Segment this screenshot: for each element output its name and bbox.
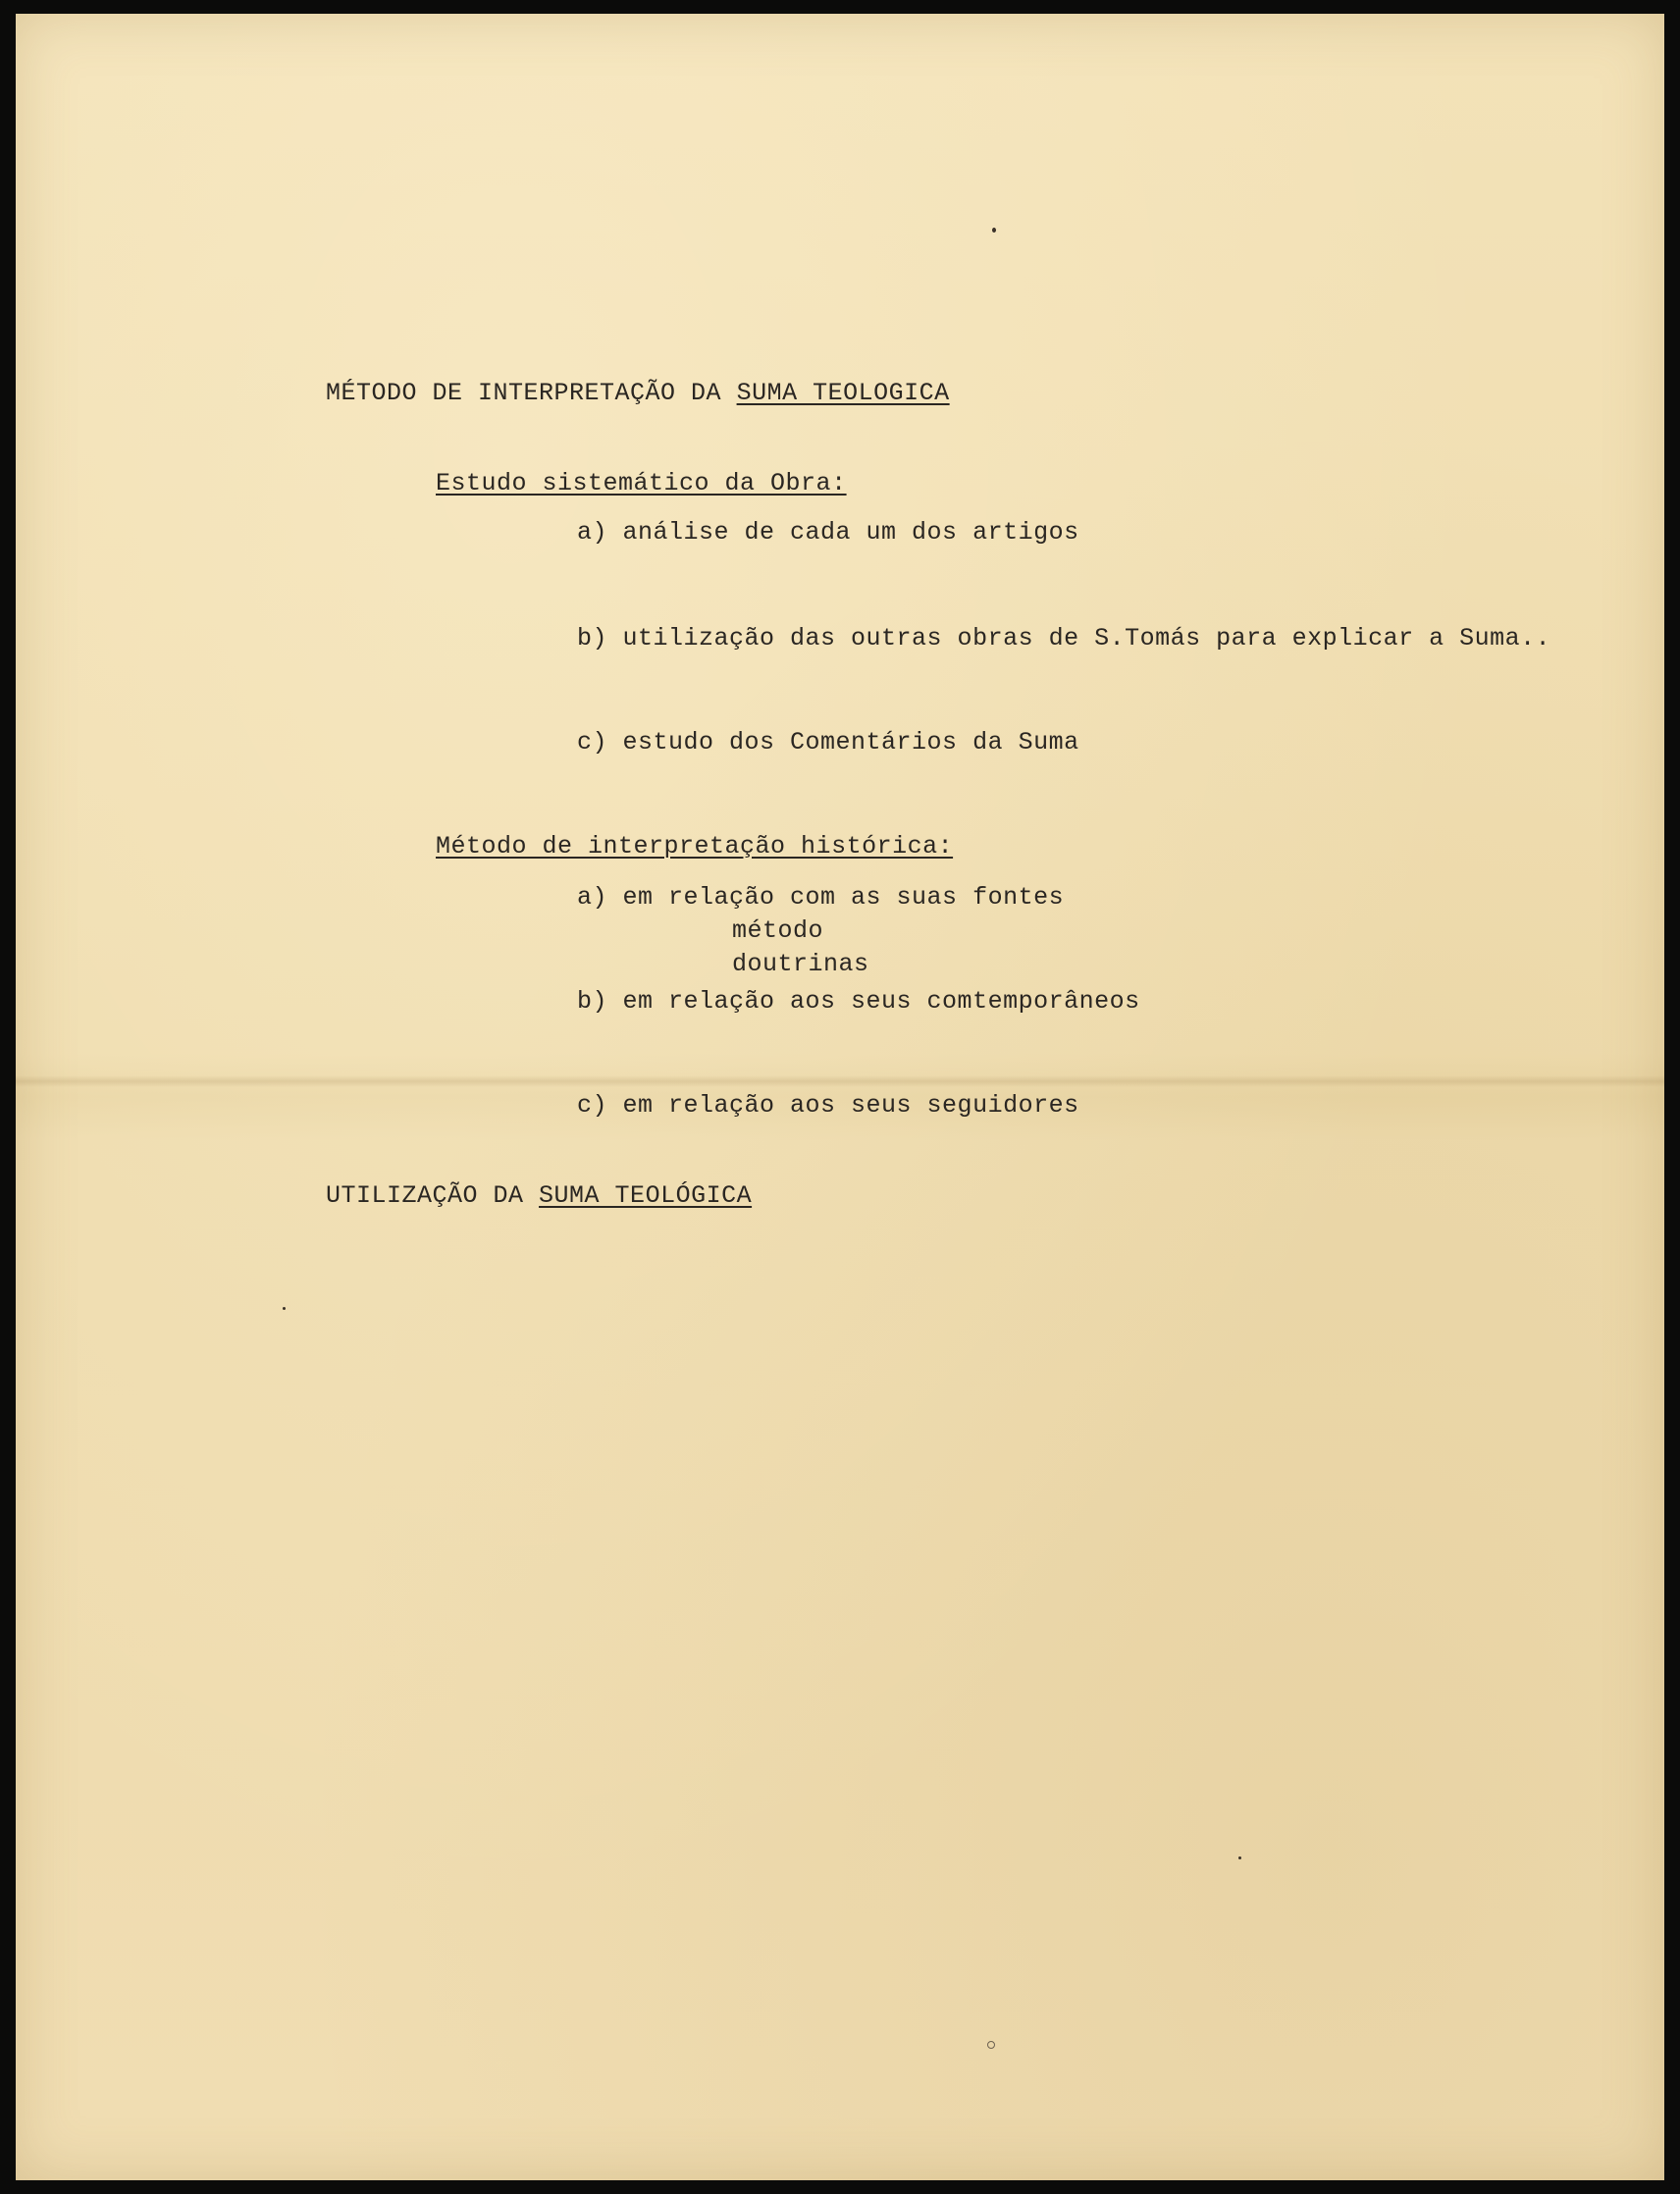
systematic-item-c: c) estudo dos Comentários da Suma	[577, 728, 1079, 757]
systematic-item-b: b) utilização das outras obras de S.Tomás para explicar a Suma..	[577, 624, 1551, 653]
section-historical-title: Método de interpretação histórica:	[436, 832, 954, 861]
paper-fold	[16, 1075, 1664, 1087]
heading-method-prefix: MÉTODO DE INTERPRETAÇÃO DA	[326, 379, 737, 407]
heading-method	[326, 379, 950, 407]
heading-utilization	[326, 1181, 752, 1210]
section-systematic-title: Estudo sistemático da Obra:	[436, 469, 847, 497]
ink-speck	[1238, 1856, 1241, 1859]
heading-method-title: SUMA TEOLOGICA	[736, 379, 950, 407]
paper-mark	[987, 2041, 995, 2049]
historical-item-b: b) em relação aos seus comtemporâneos	[577, 987, 1140, 1016]
document-page	[16, 14, 1664, 2180]
historical-item-a-sub-2: doutrinas	[732, 950, 869, 978]
heading-utilization-title: SUMA TEOLÓGICA	[539, 1181, 753, 1210]
heading-utilization-prefix: UTILIZAÇÃO DA	[326, 1181, 540, 1210]
historical-item-c: c) em relação aos seus seguidores	[577, 1091, 1079, 1120]
systematic-item-a: a) análise de cada um dos artigos	[577, 518, 1079, 547]
historical-item-a-sub-1: método	[732, 916, 824, 945]
historical-item-a: a) em relação com as suas fontes	[577, 883, 1065, 912]
ink-speck	[992, 228, 996, 233]
ink-speck	[283, 1307, 286, 1310]
